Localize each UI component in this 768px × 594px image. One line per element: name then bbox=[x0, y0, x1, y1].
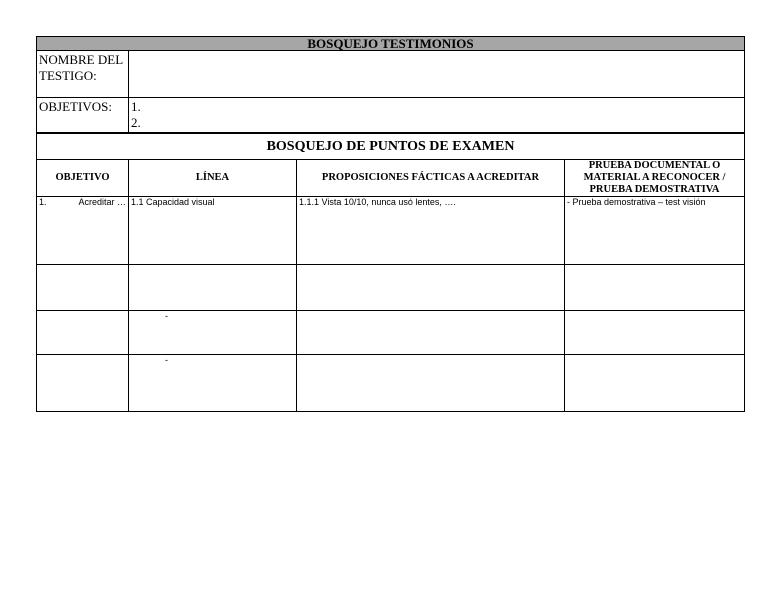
table-row bbox=[37, 265, 745, 311]
linea-dash: - bbox=[165, 311, 168, 321]
objectives-field[interactable] bbox=[129, 98, 745, 133]
form-title: BOSQUEJO TESTIMONIOS bbox=[37, 37, 745, 51]
proposicion-cell[interactable] bbox=[297, 311, 565, 355]
header-prueba: PRUEBA DOCUMENTAL O MATERIAL A RECONOCER / PRUEBA DEMOSTRATIVA bbox=[565, 160, 745, 197]
table-row bbox=[37, 355, 745, 412]
proposicion-cell[interactable] bbox=[297, 265, 565, 311]
prueba-cell[interactable] bbox=[565, 355, 745, 412]
table-row bbox=[37, 311, 745, 355]
header-proposiciones: PROPOSICIONES FÁCTICAS A ACREDITAR bbox=[297, 160, 565, 197]
objective-text: Acreditar … bbox=[78, 197, 126, 207]
objetivo-cell[interactable] bbox=[37, 311, 129, 355]
objective-number: 1. bbox=[39, 197, 47, 207]
linea-dash: - bbox=[165, 355, 168, 365]
objective-item: 2. bbox=[131, 115, 141, 130]
exam-section-title: BOSQUEJO DE PUNTOS DE EXAMEN bbox=[37, 134, 745, 160]
witness-name-field[interactable] bbox=[129, 51, 745, 98]
proposicion-cell[interactable] bbox=[297, 355, 565, 412]
header-objetivo: OBJETIVO bbox=[37, 160, 129, 197]
table-row bbox=[37, 197, 745, 265]
exam-points-table bbox=[36, 133, 745, 412]
prueba-cell[interactable]: - Prueba demostrativa – test visión bbox=[565, 197, 745, 265]
prueba-cell[interactable] bbox=[565, 265, 745, 311]
witness-table bbox=[36, 36, 745, 133]
testimony-outline-form bbox=[36, 36, 744, 412]
linea-cell[interactable] bbox=[129, 311, 297, 355]
linea-cell[interactable] bbox=[129, 265, 297, 311]
witness-name-label: NOMBRE DEL TESTIGO: bbox=[37, 51, 129, 98]
proposicion-cell[interactable]: 1.1.1 Vista 10/10, nunca usó lentes, …. bbox=[297, 197, 565, 265]
linea-cell[interactable] bbox=[129, 355, 297, 412]
prueba-cell[interactable] bbox=[565, 311, 745, 355]
objetivo-cell[interactable] bbox=[37, 355, 129, 412]
objective-item: 1. bbox=[131, 99, 141, 114]
header-linea: LÍNEA bbox=[129, 160, 297, 197]
objectives-label: OBJETIVOS: bbox=[37, 98, 129, 133]
objetivo-cell[interactable] bbox=[37, 197, 129, 265]
linea-cell[interactable]: 1.1 Capacidad visual bbox=[129, 197, 297, 265]
objetivo-cell[interactable] bbox=[37, 265, 129, 311]
